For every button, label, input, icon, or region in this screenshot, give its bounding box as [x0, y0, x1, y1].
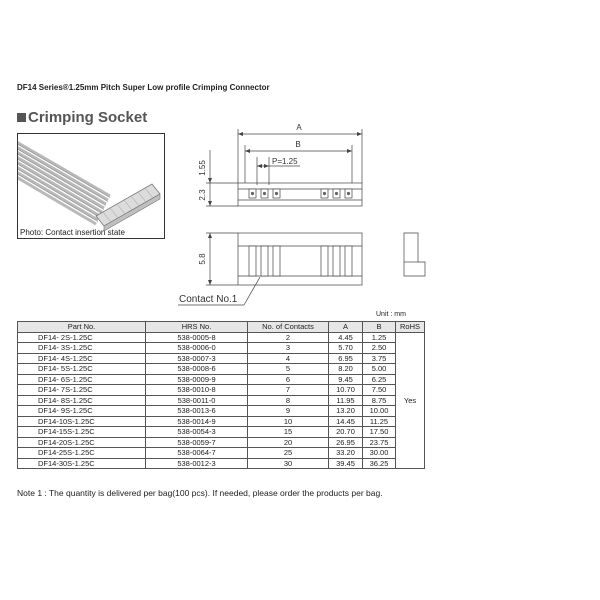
cell-contacts: 4: [248, 353, 329, 364]
cell-a: 10.70: [329, 385, 363, 396]
cell-b: 17.50: [363, 427, 396, 438]
cell-a: 4.45: [329, 332, 363, 343]
header-part-no: Part No.: [18, 322, 146, 333]
header-a: A: [329, 322, 363, 333]
table-row: [18, 332, 425, 343]
table-row: [18, 374, 425, 385]
cell-b: 2.50: [363, 343, 396, 354]
dim-a-label: A: [296, 123, 302, 132]
table-row: [18, 406, 425, 417]
cell-part-no: DF14-20S-1.25C: [18, 437, 146, 448]
header-hrs-no: HRS No.: [146, 322, 248, 333]
table-row: [18, 427, 425, 438]
cell-part-no: DF14-30S-1.25C: [18, 458, 146, 469]
cell-b: 7.50: [363, 385, 396, 396]
cell-rohs: Yes: [396, 332, 425, 469]
cell-hrs-no: 538-0007-3: [146, 353, 248, 364]
connector-top-view: [238, 183, 362, 206]
parts-table: [17, 321, 425, 469]
cell-a: 11.95: [329, 395, 363, 406]
cell-a: 14.45: [329, 416, 363, 427]
cell-hrs-no: 538-0054-3: [146, 427, 248, 438]
cell-b: 8.75: [363, 395, 396, 406]
cell-hrs-no: 538-0008-6: [146, 364, 248, 375]
cell-hrs-no: 538-0012-3: [146, 458, 248, 469]
front-view-contacts: [249, 246, 352, 276]
header-rohs: RoHS: [396, 322, 425, 333]
cell-hrs-no: 538-0064-7: [146, 448, 248, 459]
table-row: [18, 437, 425, 448]
connector-front-view: [238, 233, 362, 285]
table-row: [18, 416, 425, 427]
table-row: [18, 343, 425, 354]
cell-contacts: 3: [248, 343, 329, 354]
cell-a: 39.45: [329, 458, 363, 469]
cell-part-no: DF14- 8S-1.25C: [18, 395, 146, 406]
cell-hrs-no: 538-0005-8: [146, 332, 248, 343]
cell-part-no: DF14-15S-1.25C: [18, 427, 146, 438]
cell-b: 10.00: [363, 406, 396, 417]
header-b: B: [363, 322, 396, 333]
table-row: [18, 353, 425, 364]
cell-part-no: DF14- 7S-1.25C: [18, 385, 146, 396]
cell-hrs-no: 538-0013-6: [146, 406, 248, 417]
cell-hrs-no: 538-0014-9: [146, 416, 248, 427]
dim-155-label: 1.55: [198, 160, 207, 176]
cell-a: 8.20: [329, 364, 363, 375]
table-header-row: [18, 322, 425, 333]
cell-contacts: 15: [248, 427, 329, 438]
unit-label: Unit : mm: [376, 311, 406, 318]
cell-part-no: DF14- 9S-1.25C: [18, 406, 146, 417]
cell-contacts: 6: [248, 374, 329, 385]
dim-23-label: 2.3: [198, 189, 207, 201]
table-row: [18, 395, 425, 406]
cell-contacts: 2: [248, 332, 329, 343]
cell-hrs-no: 538-0009-9: [146, 374, 248, 385]
cell-b: 3.75: [363, 353, 396, 364]
header-contacts: No. of Contacts: [248, 322, 329, 333]
cell-hrs-no: 538-0059-7: [146, 437, 248, 448]
cell-part-no: DF14- 3S-1.25C: [18, 343, 146, 354]
cell-b: 5.00: [363, 364, 396, 375]
cell-part-no: DF14- 5S-1.25C: [18, 364, 146, 375]
cell-part-no: DF14-25S-1.25C: [18, 448, 146, 459]
cell-contacts: 8: [248, 395, 329, 406]
dim-b-label: B: [295, 140, 301, 149]
cell-b: 36.25: [363, 458, 396, 469]
photo-caption: Photo: Contact insertion state: [20, 228, 125, 237]
cell-a: 13.20: [329, 406, 363, 417]
cell-contacts: 25: [248, 448, 329, 459]
table-row: [18, 364, 425, 375]
contact-no1-callout: Contact No.1: [179, 294, 238, 305]
cell-b: 23.75: [363, 437, 396, 448]
connector-side-view: [404, 233, 425, 276]
dim-58-label: 5.8: [198, 253, 207, 265]
table-row: [18, 448, 425, 459]
cell-a: 33.20: [329, 448, 363, 459]
cell-b: 1.25: [363, 332, 396, 343]
cell-contacts: 9: [248, 406, 329, 417]
cell-b: 30.00: [363, 448, 396, 459]
cell-contacts: 20: [248, 437, 329, 448]
cell-contacts: 7: [248, 385, 329, 396]
cell-b: 11.25: [363, 416, 396, 427]
cell-hrs-no: 538-0010-8: [146, 385, 248, 396]
cell-contacts: 10: [248, 416, 329, 427]
page-title: DF14 Series®1.25mm Pitch Super Low profile Crimping Connector: [17, 83, 270, 92]
cell-b: 6.25: [363, 374, 396, 385]
cell-part-no: DF14- 2S-1.25C: [18, 332, 146, 343]
cell-a: 26.95: [329, 437, 363, 448]
section-title: Crimping Socket: [28, 109, 148, 126]
cell-a: 9.45: [329, 374, 363, 385]
cell-hrs-no: 538-0011-0: [146, 395, 248, 406]
cell-a: 6.95: [329, 353, 363, 364]
cell-hrs-no: 538-0006-0: [146, 343, 248, 354]
callout-leader: [244, 277, 260, 305]
pitch-label: P=1.25: [272, 157, 298, 166]
cell-part-no: DF14- 4S-1.25C: [18, 353, 146, 364]
cell-contacts: 5: [248, 364, 329, 375]
cell-part-no: DF14-10S-1.25C: [18, 416, 146, 427]
cell-a: 5.70: [329, 343, 363, 354]
table-row: [18, 385, 425, 396]
cell-a: 20.70: [329, 427, 363, 438]
table-row: [18, 458, 425, 469]
note-text: Note 1 : The quantity is delivered per bag(100 pcs). If needed, please order the products per bag.: [17, 488, 383, 498]
cell-contacts: 30: [248, 458, 329, 469]
cell-part-no: DF14- 6S-1.25C: [18, 374, 146, 385]
